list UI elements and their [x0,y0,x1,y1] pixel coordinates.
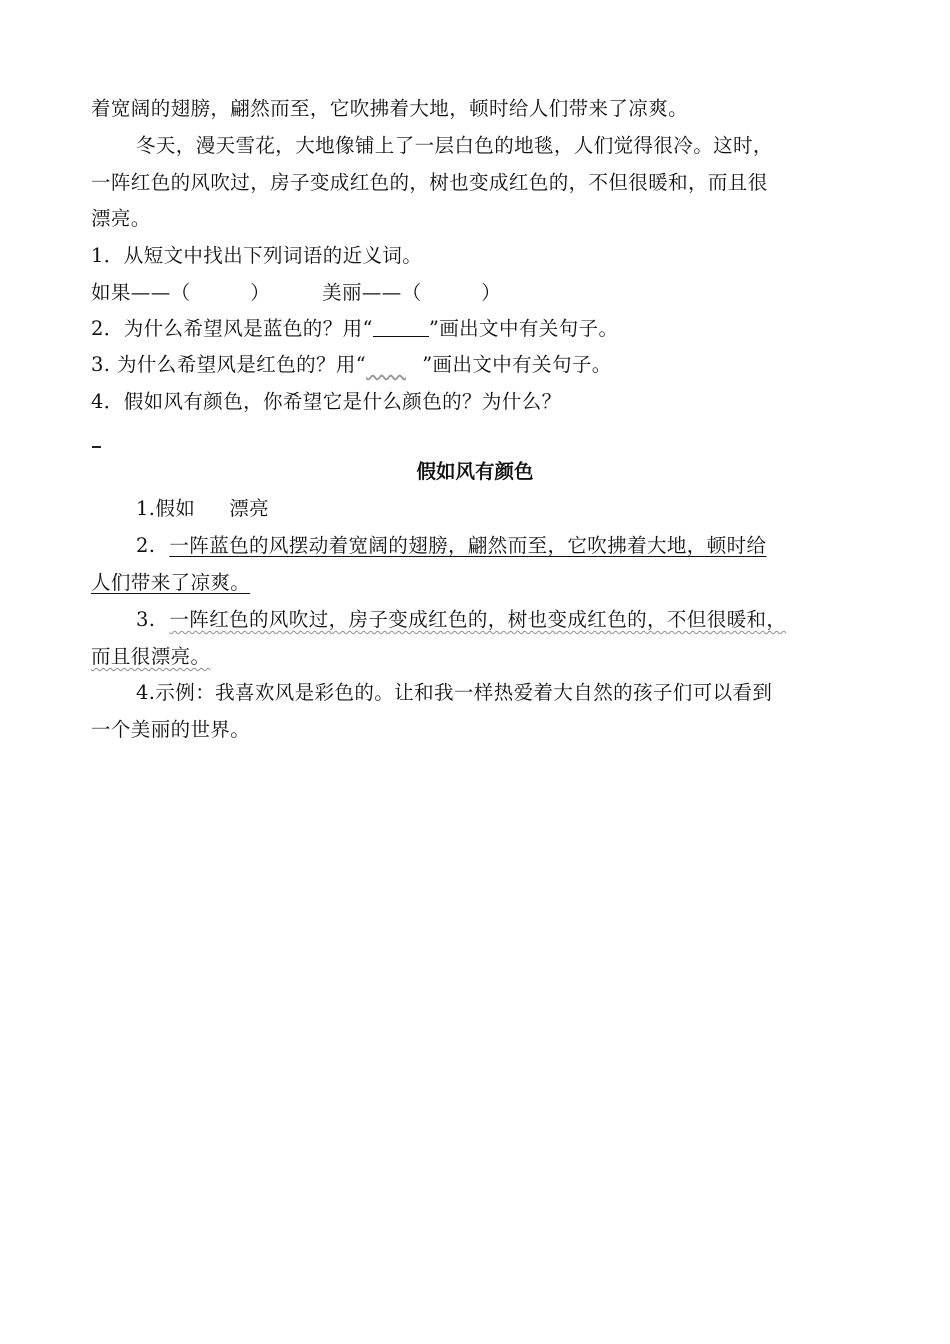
straight-underline-blank [373,318,429,337]
question-4: 4．假如风有颜色，你希望它是什么颜色的？为什么？ [91,390,562,413]
passage-line-3: 一阵红色的风吹过，房子变成红色的，树也变成红色的，不但很暖和，而且很 [91,171,768,194]
answer-4-line-2: 一个美丽的世界。 [91,718,251,741]
answer-2-line-2 [91,571,250,595]
question-1-items [91,281,501,305]
question-3 [91,353,612,377]
answer-3-text-1: 一阵红色的风吹过，房子变成红色的，树也变成红色的，不但很暖和， [169,608,787,631]
passage-line-2: 冬天，漫天雪花，大地像铺上了一层白色的地毯，人们觉得很冷。这时， [136,134,773,157]
answer-1-number: 1. [136,497,156,520]
answer-4-line-1: 4.示例：我喜欢风是彩色的。让和我一样热爱着大自然的孩子们可以看到 [136,681,773,704]
wavy-underline-blank: ​ ​ [366,355,406,378]
question-1-item-2: 美丽——（ ） [322,281,502,304]
answer-1-word-2: 漂亮 [229,497,270,520]
answer-3-text-2: 而且很漂亮。 [91,645,211,668]
answer-2-text-1: 一阵蓝色的风摆动着宽阔的翅膀，翩然而至，它吹拂着大地，顿时给 [169,534,767,557]
answer-2-line-1 [136,534,766,558]
question-1: 1．从短文中找出下列词语的近义词。 [91,244,423,267]
answer-3-number: 3. [136,608,156,631]
answer-3-line-2 [91,645,210,669]
passage-line-4: 漂亮。 [91,207,151,230]
stray-mark [92,446,101,448]
question-3-prefix: 3. 为什么希望风是红色的？用“ [91,353,367,376]
question-2-prefix: 2．为什么希望风是蓝色的？用“ [91,317,373,340]
question-2-suffix: ”画出文中有关句子。 [428,317,619,340]
answer-title: 假如风有颜色 [416,460,534,483]
question-1-item-1: 如果——（ ） [91,281,271,304]
answer-3-line-1 [136,608,786,632]
question-3-suffix: ”画出文中有关句子。 [422,353,612,376]
answer-1 [136,497,269,521]
passage-line-1: 着宽阔的翅膀，翩然而至，它吹拂着大地，顿时给人们带来了凉爽。 [91,97,689,120]
answer-2-text-2: 人们带来了凉爽。 [91,571,251,594]
answer-2-number: 2. [136,534,156,557]
question-2 [91,317,618,341]
answer-1-word-1: 假如 [155,497,196,520]
